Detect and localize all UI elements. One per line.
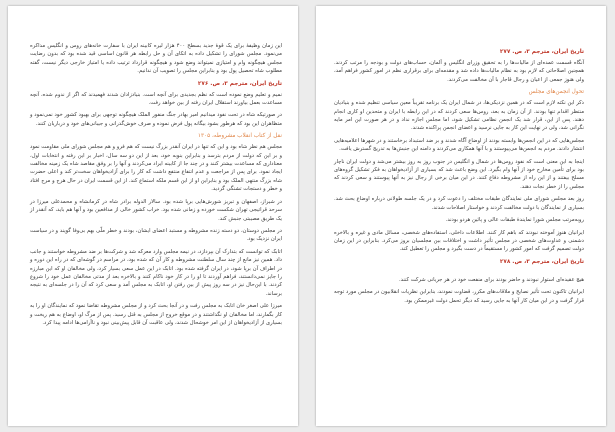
paragraph: مجلس‌هایی که در این انجمن‌ها وابسته بودند از اوضاع آگاه شدند و بر ضد استبداد برخاستند و در شهرها اعلامیه‌هایی انتشار دادند. مردم به انجمن‌ها می‌پیوستند و با آنها همکاری می‌کردند و دامنه این جنبش‌ها به تدریج گسترش یافت.	[334, 137, 584, 153]
right-page-content	[334, 44, 584, 416]
paragraph: نمیم و تعلیم وضع نموده است که نظم بجدیدی برای آنچه است. بنیادزادان شدند فهمیدند که اگر از ندوم شده، آنچه مساعدت بعمل بیاورند استقلال ایران رفته از بین خواهد رفت.	[30, 91, 282, 107]
paragraph: در صورتیکه شاه در تحت نفوذ میدانیم امیر بهادر جنگ منفور الملک هیچگونه توجهی برای بهبود کشور خود نمی‌نمود و متظاهران این بود که هرطور بشود بیگانه پول فرض نموده و صرف خوش‌گذرانی و جیبانی‌های خود و درباریان کنند.	[30, 112, 282, 127]
paragraph: ایرانیان تاکنون تحت تأثیر نصایح و ملاقات‌های مکرر، قضاوت نمودند، بنابراین نظریات انقلابیون در مجلس مورد توجه قرار گرفت و در این میان کار آنها به جایی رسید که دیگر تحمل دولت غیرممکن بود.	[334, 289, 584, 304]
paragraph: روز بعد مجلس شورای ملی نمایندگان طبقات مختلف را دعوت کرد و در یک جلسه طولانی درباره اوضاع بحث شد. بسیاری از نمایندگان با دولت مخالفت کردند و خواستار اصلاحات شدند.	[334, 196, 584, 211]
section-heading: تاریخ ایران، مترجم ۳، ص. ۲۷۸	[499, 258, 584, 265]
paragraph: این زمان وظیفهٔ برای یک قوهٔ جدید بسطح ۴۰۰ هزار لیره کابینه ایران با سفارت خانه‌های روس و انگلیس مذاکره می‌نمود. مجلس شورای را تشکیل داده به اتکای آن و حل رابطه هر قانون اساسی قید شده بود که بدون رضایت مجلس هیچگونه وام و امتیازی نمیتواند وضع شود و هیچگونه قرارداد ترتیب داده یا امتیاز خارجی دیگر نیست، گفته مطلوب شاه تحصیل پول بود و بنابراین مجلس را تصویب آن ندانیم.	[30, 43, 282, 75]
paragraph: میرزا علی اصغر خان اتابک به مجلس رفت و در آنجا بحث کرد و از مجلس مشروطه تقاضا نمود که نمایندگان او را به کار بگمارند، اما مخالفان او نگذاشتند و در موقع خروج از مجلس به قتل رسید. پس از مرگ او، اوضاع به هم ریخت و بسیاری از آزادیخواهان از این امر خوشحال شدند، ولی عاقبت آن قابل پیش‌بینی نبود و ناآرامی‌ها ادامه پیدا کرد.	[30, 303, 282, 326]
paragraph: هیچ عقیده‌ای استوار نبودند و حاضر بودند برای منفعت خود در هر جریانی شرکت کنند.	[398, 276, 584, 283]
section-heading: نقل از کتاب انقلاب مشروطه، ۱۳۰۵	[197, 133, 282, 140]
paragraph: اینجا به این معنی است که نفوذ روس‌ها در شمال و انگلیس در جنوب روز به روز بیشتر می‌شد و دولت ایران ناچار بود برای تأمین مخارج خود از آنها وام بگیرد. این وضع باعث شد که بسیاری از آزادیخواهان به فکر تشکیل گروه‌های مسلح بیفتند و از این راه از مشروطه دفاع کنند. در این میان برخی از رجال نیز به آنها پیوستند و سعی کردند که مجلس را از خطر نجات دهند.	[334, 158, 584, 190]
blank-space	[334, 269, 584, 276]
paragraph: روبه‌مرتب مجلس شورا نمایندهٔ طبقات عالی و پائین هردو بودند.	[445, 217, 584, 224]
left-page-content	[30, 42, 282, 416]
left-page	[8, 6, 298, 426]
right-page	[316, 6, 606, 426]
paragraph: در مجلس دوستان، دو دسته زنده مشروطه و مستبد اعضای ایشان، بودند و خطر ملّی بهم بی‌وفا گویند و در سیاست ایران نزدیک بود.	[30, 227, 282, 243]
paragraph: ایرانیان هنوز آموخته نبودند که باهم کار کنند. اطلاعات داخلی، استفاده‌های شخصی، مسائل مادی و غیره و بالاخره دشمنی و عداوت‌های شخصی در مجلس تأثیر داشت و اختلافات بین مجلسیان بروز می‌کرد. بنابراین در این زمان دولت تصمیم گرفت که امور کشور را مستقیماً در دست بگیرد و مجلس را تعطیل کند.	[334, 229, 584, 253]
paragraph: اتابک که توانست که بتدارک آن بپردازد، در نیمه مجلس وارد معرکه شد و شرکت‌ها بر ضد مشروطه خواستند و جانب داد. همین نیز مانع از چند سال سلطنت مشروطه و کار آن که شده بود، در مراسم در گوشه‌ای که در راه این دوره و در اطراف آن برپا شود، در ایران گرفته شده بود. اتابک در این عمل سعی بسیار کرد، ولی مخالفان او که این مبارزه را جایز نمی‌دانستند، فراهم آوردند تا او را در کار خود ناکام کنند و بالاخره بعد از مدتی مخالفان عمل خود را شروع کردند. با این‌حال نیز در سه روز پیش از بین رفتن او، اتابک به مجلس آمد و سعی کرد که آن را در جلسه‌ای به نتیجه برساند.	[30, 248, 282, 297]
paragraph: در شیراز، اصفهان و تبریز شورش‌هایی برپا شده بود. سالار الدوله برادر شاه در کرمانشاه و محمدعلی میرزا در سرحد قراتیجی تهران شکست خورده و زمانی شده بود. خراب کشور خالی از مدافعین بود و آنها هم باید، که آنقدر از یک طریق مصیبتی جنبش کند.	[30, 198, 282, 222]
section-heading: تاریخ ایران، مترجم ۳، ص. ۲۷۷	[499, 49, 584, 55]
section-heading: تحول انجمن‌های مجلس	[528, 89, 584, 96]
paragraph: مجلس هم نظر شاه بود و این که تنها در ایران آنقدر بزرگ نیست که هم فرو و هم مجلس شورای ملی مقاومت نمود و بر این که دولت از مردم بترسد و بنابراین بنوبه خود، بعد از این دو سه سال، اخبار بر این رفته و انتخابات اول، معناداری که مساعدت بیشتر کنند و در چند جا از کابینه ایراد می‌کردند و آنها را بر وفق مقاصد شاه یک زمینه مخالفت ایجاد نمود. برای پس از مراجعت و عدم انتفاع منتفع داشت که کار را برای آزادیخواهان سخت‌تر کند و اعلی حضرت شاه بزرگ منتهی الملک بود و بنابراین او از این قسم ملکه استماع کند. از این قسمت ایران در حال هرج و مرج افتاد و خطر و دستجات تشنگی گردید.	[30, 144, 282, 193]
paragraph: ذکر این نکته لازم است که در همین نزدیکی‌ها، در شمال ایران یک برنامه تقریباً معین سیاسی تنظیم شده و بنیادیان منتظر اقدام تنها بودند. از آن زمان به بعد، روس‌ها سعی کردند که در این رابطه با ایران و متحدین او کاری انجام دهند. پس از این، قرار شد یک انجمن نظامی تشکیل شود، اما مجلس اجازه نداد و در هر صورت این امر مایه نگرانی شد، ولی در نهایت این کار به جایی نرسید و اعضای انجمن پراکنده شدند.	[334, 100, 584, 132]
paragraph: آنگاه قسمت عمده‌ای از مالیات‌ها را به تحقیق وزرای انگلیس و آلمان، حساب‌های دولت و بودجه را مرتب کردند. همچنین اصلاحاتی که لازم بود به نظام مالیات‌ها داده شد و مقدمه‌ای برای برقراری نظم در امور کشور فراهم آمد، ولی هنوز جمعی از اعیان و رجال قاجار با آن مخالفت می‌کردند.	[334, 60, 584, 83]
section-heading: تاریخ ایران، مترجم ۳، ص. ۲۷۶	[197, 80, 282, 87]
